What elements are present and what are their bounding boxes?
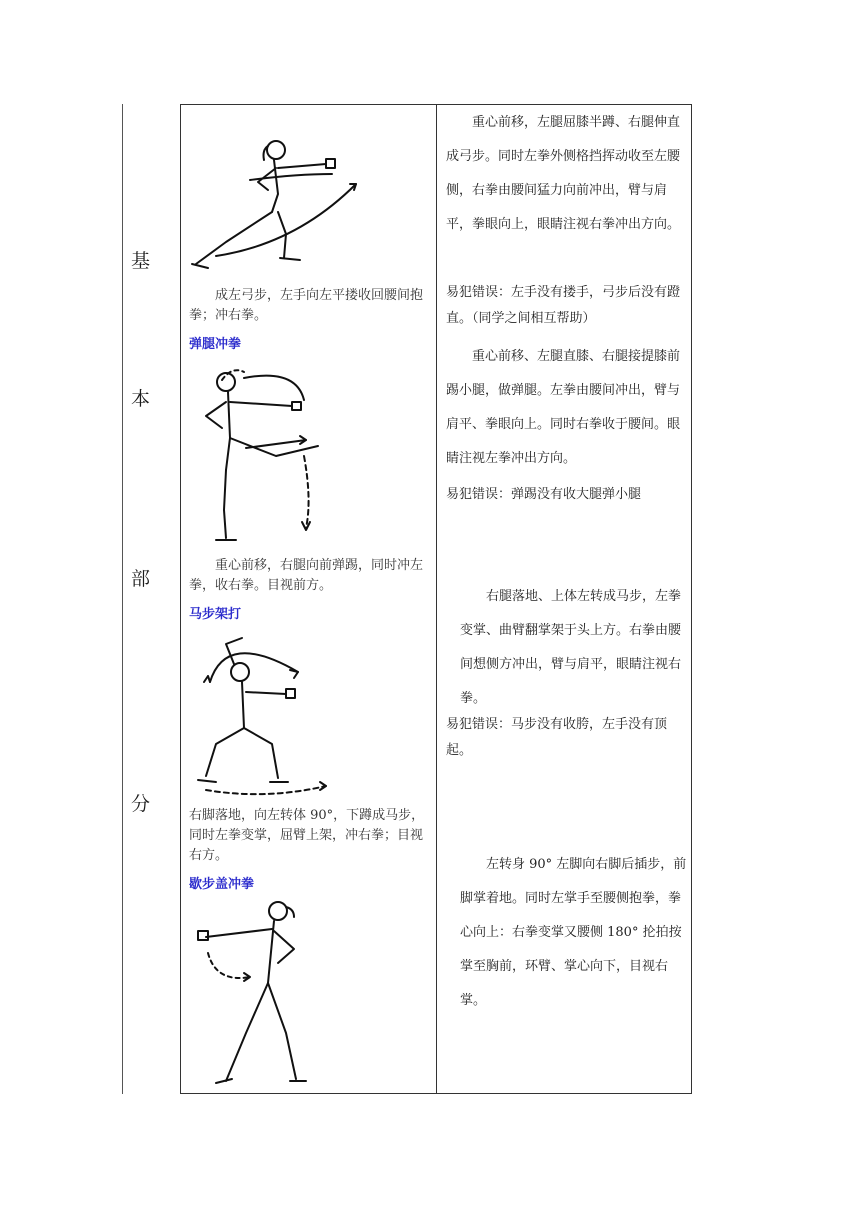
caption-horse-stance: 右脚落地，向左转体 90°，下蹲成马步，同时左拳变掌，屈臂上架，冲右拳；目视右方。	[189, 808, 425, 863]
heading-rest-stance-punch: 歇步盖冲拳	[189, 877, 255, 892]
section-label-char: 部	[131, 568, 151, 590]
description-horse-stance: 右腿落地、上体左转成马步，左拳变掌、曲臂翻掌架于头上方。右拳由腰间想侧方冲出，臂与肩平，眼睛注视右拳。	[460, 589, 682, 706]
heading-horse-stance-block: 马步架打	[189, 607, 242, 622]
common-error-bow-stance: 易犯错误：左手没有搂手，弓步后没有蹬直。（同学之间相互帮助）	[446, 285, 681, 326]
horse-stance-block-illustration	[186, 632, 336, 800]
outer-vertical-line	[122, 104, 123, 1094]
section-label-char: 本	[131, 388, 151, 410]
section-label-char: 基	[131, 250, 151, 272]
section-label-char: 分	[131, 793, 151, 815]
snap-kick-punch-illustration	[186, 360, 336, 545]
caption-snap-kick: 重心前移，右腿向前弹踢，同时冲左拳，收右拳。目视前方。	[189, 558, 424, 593]
rest-stance-punch-illustration	[186, 893, 336, 1093]
common-error-horse-stance: 易犯错误：马步没有收胯，左手没有顶起。	[446, 717, 668, 758]
column-divider	[436, 104, 437, 1094]
heading-snap-kick-punch: 弹腿冲拳	[189, 337, 242, 352]
description-rest-stance: 左转身 90° 左脚向右脚后插步，前脚掌着地。同时左掌手至腰侧抱拳，拳心向上：右拳变掌又腰侧 180° 抡拍按掌至胸前，环臂、掌心向下，目视右掌。	[460, 857, 687, 1008]
caption-bow-stance: 成左弓步，左手向左平搂收回腰间抱拳；冲右拳。	[189, 288, 424, 323]
bow-stance-punch-illustration	[186, 134, 376, 274]
description-snap-kick: 重心前移、左腿直膝、右腿接提膝前踢小腿，做弹腿。左拳由腰间冲出，臂与肩平、拳眼向上。同时右拳收于腰间。眼睛注视左拳冲出方向。	[446, 349, 681, 466]
description-bow-stance: 重心前移，左腿屈膝半蹲、右腿伸直成弓步。同时左拳外侧格挡挥动收至左腰侧，右拳由腰间猛力向前冲出，臂与肩平，拳眼向上，眼睛注视右拳冲出方向。	[446, 115, 681, 232]
common-error-snap-kick: 易犯错误：弹踢没有收大腿弹小腿	[446, 487, 642, 502]
